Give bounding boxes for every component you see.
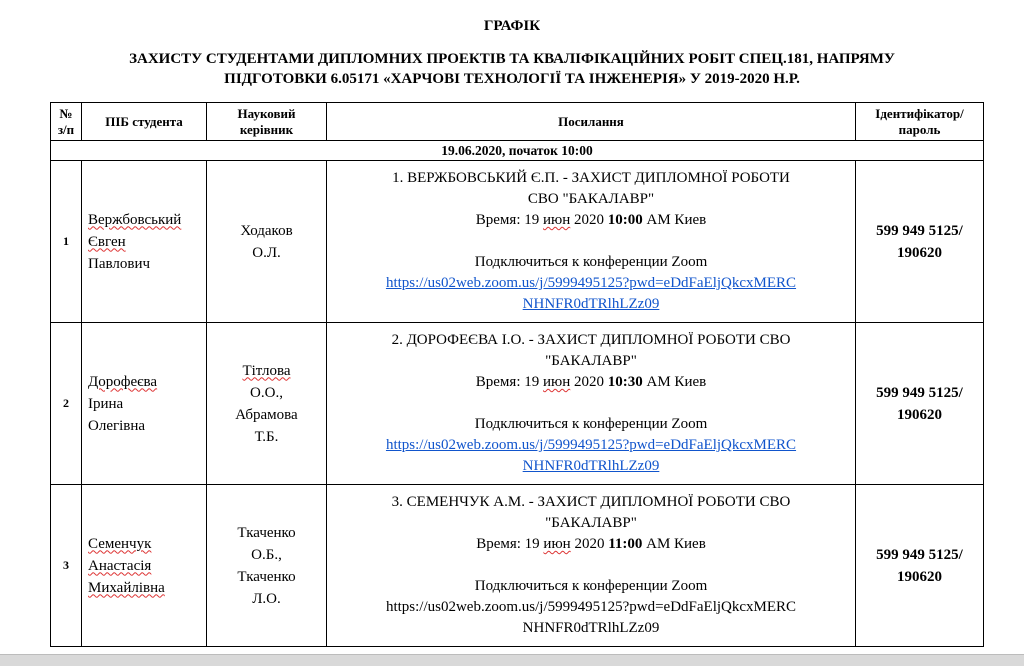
meeting-id-password: 599 949 5125/ 190620 — [856, 161, 984, 323]
row-number: 1 — [51, 161, 82, 323]
header-supervisor: Науковий керівник — [207, 103, 327, 141]
window-bottom-bar — [0, 654, 1024, 666]
zoom-url-plain-continued: NHNFR0dTRlhLZz09 — [522, 620, 660, 636]
zoom-link[interactable]: https://us02web.zoom.us/j/5999495125?pwd=eDdFaEljQkcxMERC — [385, 275, 797, 291]
zoom-label: Подключиться к конференции Zoom — [474, 416, 708, 432]
document-subtitle — [40, 49, 984, 89]
table-row — [51, 323, 984, 485]
conference-info: 1. ВЕРЖБОВСЬКИЙ Є.П. - ЗАХИСТ ДИПЛОМНОЇ РОБОТИ СВО "БАКАЛАВР" Время: 19 июн 2020 10:00 AM Киев Подключиться к конференции Zoom https://us02web.zoom.us/j/5999495125?pwd=eDdFaEljQkcxMERC NHNFR0dTRlhLZz09 — [327, 161, 856, 323]
student-name: Вержбовський Євген Павлович — [82, 161, 207, 323]
zoom-url-plain: https://us02web.zoom.us/j/5999495125?pwd=eDdFaEljQkcxMERC — [385, 599, 797, 615]
header-num: № з/п — [51, 103, 82, 141]
zoom-link-continued[interactable]: NHNFR0dTRlhLZz09 — [522, 296, 660, 312]
header-student: ПІБ студента — [82, 103, 207, 141]
row-number: 3 — [51, 485, 82, 647]
meeting-id-password: 599 949 5125/ 190620 — [856, 485, 984, 647]
supervisor: Ткаченко О.Б., Ткаченко Л.О. — [207, 485, 327, 647]
date-cell: 19.06.2020, початок 10:00 — [51, 141, 984, 161]
row-number: 2 — [51, 323, 82, 485]
conference-info: 2. ДОРОФЕЄВА І.О. - ЗАХИСТ ДИПЛОМНОЇ РОБОТИ СВО "БАКАЛАВР" Время: 19 июн 2020 10:30 AM Киев Подключиться к конференции Zoom https://us02web.zoom.us/j/5999495125?pwd=eDdFaEljQkcxMERC NHNFR0dTRlhLZz09 — [327, 323, 856, 485]
header-ident: Ідентифікатор/пароль — [856, 103, 984, 141]
student-name: Семенчук Анастасія Михайлівна — [82, 485, 207, 647]
meeting-time: Время: 19 июн 2020 10:30 AM Киев — [475, 374, 707, 390]
header-row — [51, 103, 984, 141]
subtitle-line-2: ПІДГОТОВКИ 6.05171 «ХАРЧОВІ ТЕХНОЛОГІЇ ТА ІНЖЕНЕРІЯ» У 2019-2020 Н.Р. — [224, 71, 800, 87]
meeting-time: Время: 19 июн 2020 10:00 AM Киев — [475, 212, 707, 228]
table-row — [51, 485, 984, 647]
date-row — [51, 141, 984, 161]
zoom-label: Подключиться к конференции Zoom — [474, 254, 708, 270]
subtitle-line-1: ЗАХИСТУ СТУДЕНТАМИ ДИПЛОМНИХ ПРОЕКТІВ ТА КВАЛІФІКАЦІЙНИХ РОБІТ СПЕЦ.181, НАПРЯМУ — [129, 51, 895, 67]
zoom-label: Подключиться к конференции Zoom — [474, 578, 708, 594]
meeting-id-password: 599 949 5125/ 190620 — [856, 323, 984, 485]
student-name: Дорофеєва Ірина Олегівна — [82, 323, 207, 485]
document-title: ГРАФІК — [483, 18, 541, 34]
zoom-link-continued[interactable]: NHNFR0dTRlhLZz09 — [522, 458, 660, 474]
schedule-table — [50, 102, 984, 647]
zoom-link[interactable]: https://us02web.zoom.us/j/5999495125?pwd=eDdFaEljQkcxMERC — [385, 437, 797, 453]
header-link: Посилання — [327, 103, 856, 141]
conference-info: 3. СЕМЕНЧУК А.М. - ЗАХИСТ ДИПЛОМНОЇ РОБОТИ СВО "БАКАЛАВР" Время: 19 июн 2020 11:00 AM Киев Подключиться к конференции Zoom https://us02web.zoom.us/j/5999495125?pwd=eDdFaEljQkcxMERC NHNFR0dTRlhLZz09 — [327, 485, 856, 647]
supervisor: Ходаков О.Л. — [207, 161, 327, 323]
table-row — [51, 161, 984, 323]
supervisor: Тітлова О.О., Абрамова Т.Б. — [207, 323, 327, 485]
meeting-time: Время: 19 июн 2020 11:00 AM Киев — [476, 536, 706, 552]
